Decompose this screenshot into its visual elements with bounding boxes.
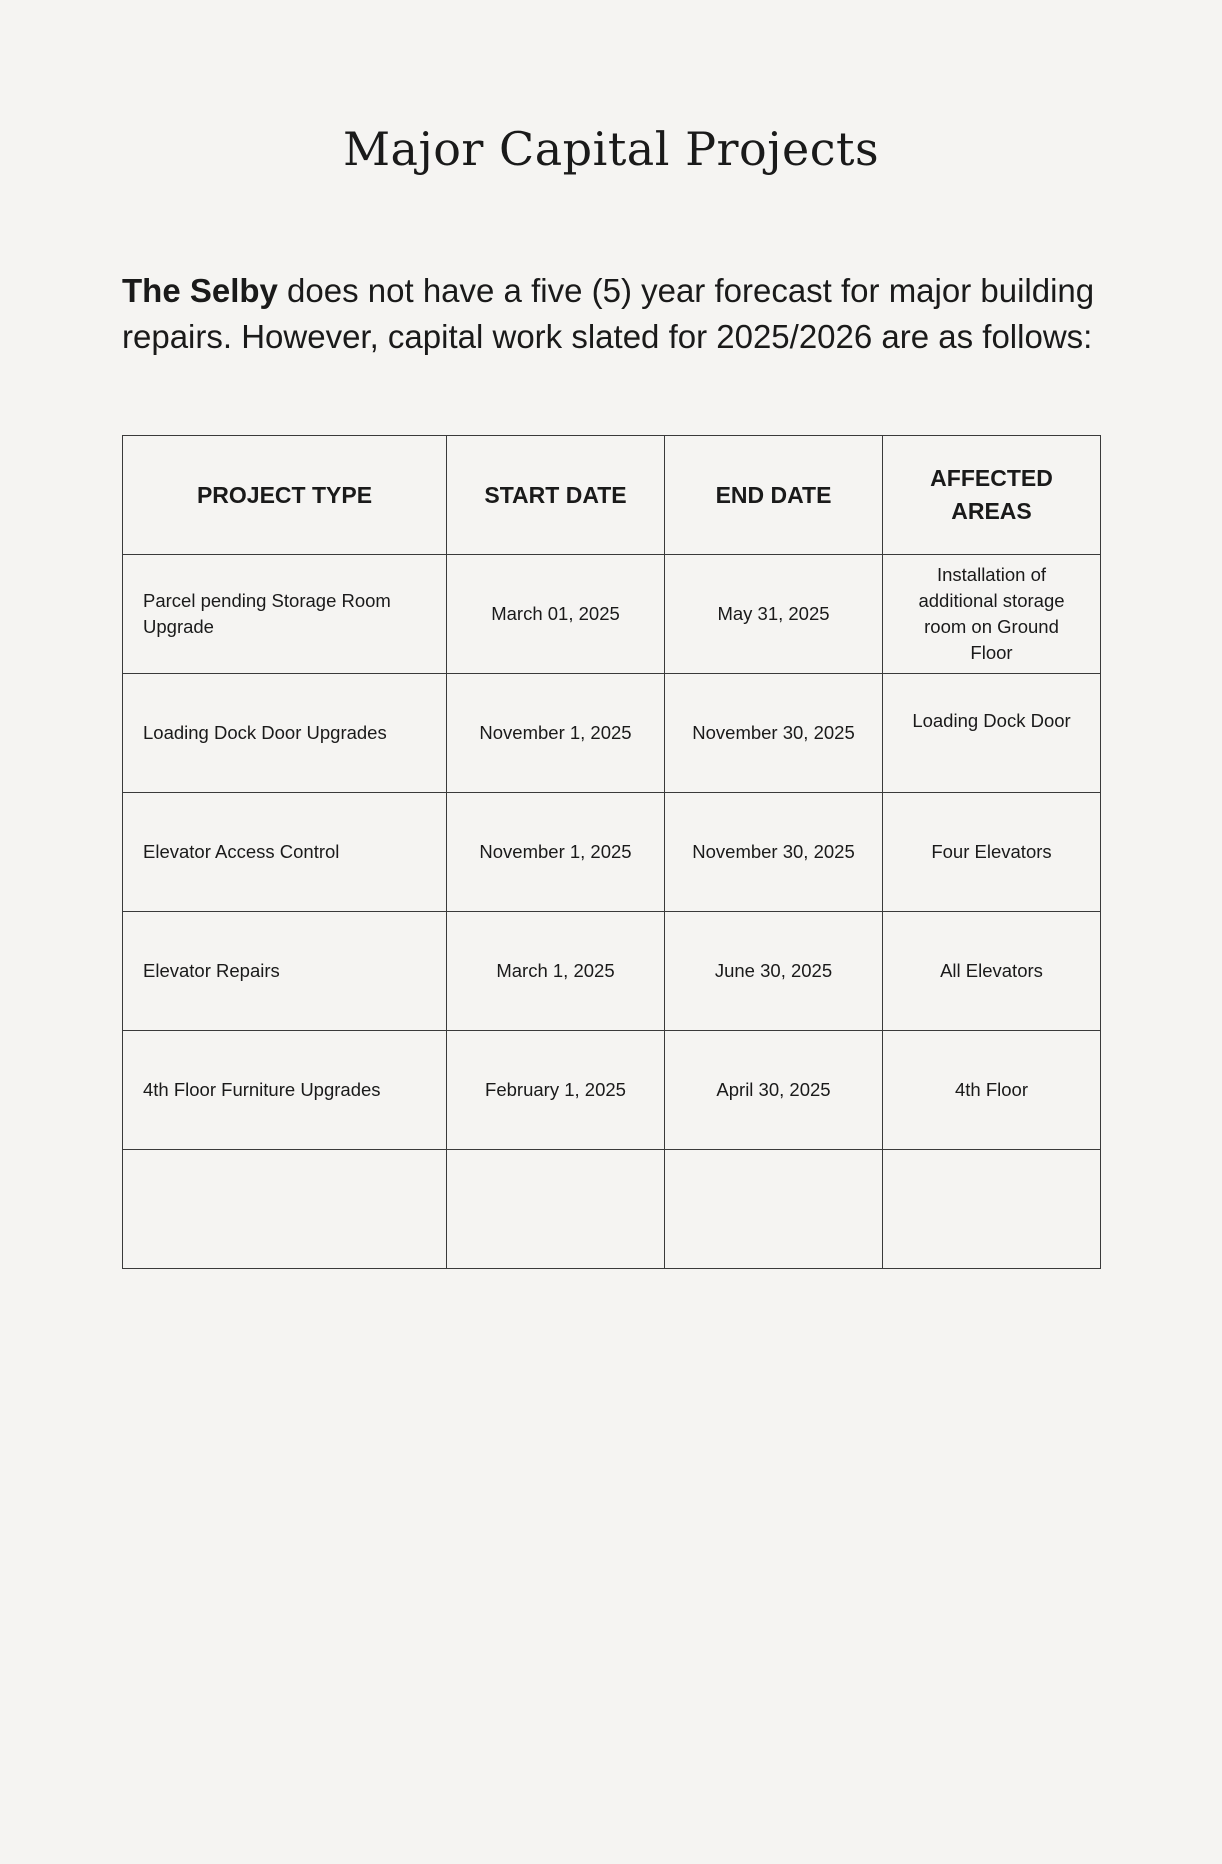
cell-end-date: April 30, 2025 [665, 1031, 883, 1150]
cell-end-date: May 31, 2025 [665, 555, 883, 674]
table-row [123, 912, 1101, 1031]
header-end-date: END DATE [665, 436, 883, 555]
cell-start-date: November 1, 2025 [447, 793, 665, 912]
cell-end-date: June 30, 2025 [665, 912, 883, 1031]
building-name: The Selby [122, 272, 278, 309]
cell-project-type: Loading Dock Door Upgrades [123, 674, 447, 793]
cell-start-date: March 1, 2025 [447, 912, 665, 1031]
cell-end-date: November 30, 2025 [665, 674, 883, 793]
cell-project-type [123, 1150, 447, 1269]
cell-start-date: February 1, 2025 [447, 1031, 665, 1150]
table-row-empty [123, 1150, 1101, 1269]
table-row [123, 1031, 1101, 1150]
table-header-row [123, 436, 1101, 555]
cell-project-type: 4th Floor Furniture Upgrades [123, 1031, 447, 1150]
cell-affected-areas: 4th Floor [883, 1031, 1101, 1150]
page-title: Major Capital Projects [342, 122, 880, 176]
header-project-type: PROJECT TYPE [123, 436, 447, 555]
intro-paragraph [122, 268, 1112, 360]
cell-end-date [665, 1150, 883, 1269]
cell-affected-areas: Loading Dock Door [883, 674, 1101, 793]
cell-start-date: March 01, 2025 [447, 555, 665, 674]
table-row [123, 793, 1101, 912]
capital-projects-table [122, 435, 1101, 1269]
cell-affected-areas: All Elevators [883, 912, 1101, 1031]
header-affected-areas: AFFECTED AREAS [883, 436, 1101, 555]
cell-end-date: November 30, 2025 [665, 793, 883, 912]
cell-project-type: Elevator Repairs [123, 912, 447, 1031]
cell-start-date [447, 1150, 665, 1269]
table-row [123, 555, 1101, 674]
cell-affected-areas: Installation of additional storage room on Ground Floor [883, 555, 1101, 674]
intro-text: does not have a five (5) year forecast for major building repairs. However, capital work slated for 2025/2026 are as follows: [122, 272, 1095, 355]
cell-project-type: Elevator Access Control [123, 793, 447, 912]
header-start-date: START DATE [447, 436, 665, 555]
cell-start-date: November 1, 2025 [447, 674, 665, 793]
table-row [123, 674, 1101, 793]
cell-affected-areas [883, 1150, 1101, 1269]
cell-project-type: Parcel pending Storage Room Upgrade [123, 555, 447, 674]
cell-affected-areas: Four Elevators [883, 793, 1101, 912]
